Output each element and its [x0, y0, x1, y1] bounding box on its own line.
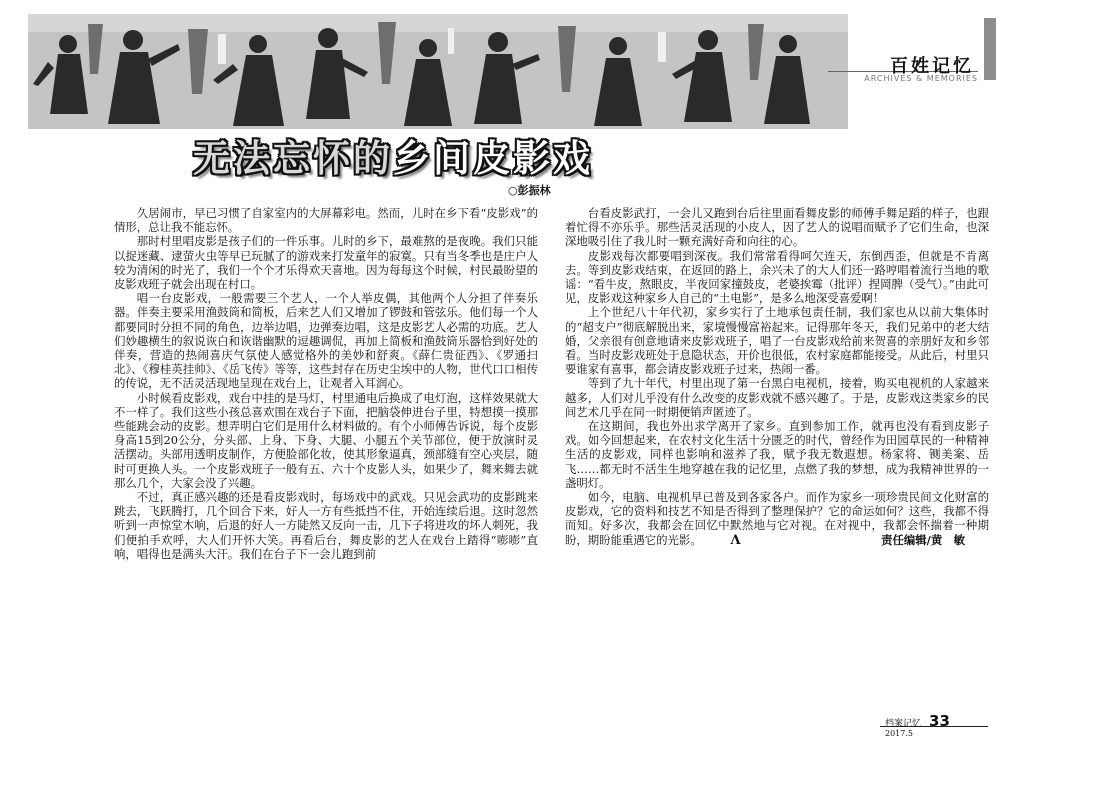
- article-title: [193, 128, 593, 182]
- author-byline: ○彭振林: [508, 184, 551, 197]
- text-column-left: [114, 206, 538, 561]
- article-title-part2: 乡间皮影戏: [393, 137, 593, 180]
- paragraph: 如今，电脑、电视机早已普及到各家各户。而作为家乡一项珍贵民间文化财富的皮影戏，它的资料和技艺不知是否得到了整理保护？它的命运如何？这些，我都不得而知。好多次，我都会在回忆中默然地与它对视。在对视中，我都会怀揣着一种期盼，期盼能重遇它的光影。: [565, 490, 989, 547]
- paragraph: 等到了九十年代，村里出现了第一台黑白电视机，接着，购买电视机的人家越来越多，人们对儿乎没有什么改变的皮影戏就不感兴趣了。于是，皮影戏这类家乡的民间艺术几乎在同一时期便销声匿迹了。: [565, 376, 989, 419]
- paragraph: 皮影戏每次都要唱到深夜。我们常常看得呵欠连天，东倒西歪，但就是不肯离去。等到皮影戏结束，在返回的路上，余兴未了的大人们还一路哼唱着流行当地的歌谣：“看牛皮，熬眼皮，半夜回家撞鼓皮，老婆挨霉（批评）捏岡脾（受气）。”由此可见，皮影戏这种家乡人自己的“土电影”，是多么地深受喜爱啊！: [565, 248, 989, 306]
- shadow-puppet-image: [28, 14, 848, 129]
- shadow-puppet-banner: [28, 14, 848, 129]
- magazine-page: [28, 14, 988, 754]
- paragraph: 台看皮影武打，一会儿又跑到台后往里面看舞皮影的师傅手舞足蹈的样子，也跟着忙得不亦乐乎。那些活灵活现的小皮人，因了艺人的说唱而赋予了它们生命，也深深地吸引住了我儿时一颗充满好奇和向往的心。: [565, 206, 989, 249]
- text-column-right: [565, 206, 989, 548]
- page-footer: [885, 712, 950, 730]
- footer-rule: [880, 726, 988, 727]
- paragraph: 上个世纪八十年代初，家乡实行了土地承包责任制，我们家也从以前大集体时的“超支户”彻底解脱出来，家境慢慢富裕起来。记得那年冬天，我们兄弟中的老大结婚，父亲很有创意地请来皮影戏班子，唱了一台皮影戏给前来贺喜的亲朋好友和乡邻看。当时皮影戏班处于息隐状态，开价也很低，农村家庭都能接受。从此后，村里只要谁家有喜事，都会请皮影戏班子过来，热闹一番。: [565, 305, 989, 377]
- editor-credit: 责任编辑/黄 敏: [881, 532, 965, 547]
- paragraph: 在这期间，我也外出求学离开了家乡。直到参加工作，就再也没有看到皮影子戏。如今回想起来，在农村文化生活十分匮乏的时代，曾经作为田园草民的一种精神生活的皮影戏，同样也影响和滋养了我，赋予我无数遐想。杨家将、铡美案、岳飞……都无时不活生生地穿越在我的记忆里，点燃了我的梦想，成为我精神世界的一盏明灯。: [565, 419, 989, 490]
- section-subtitle: ARCHIVES & MEMORIES: [864, 74, 978, 83]
- paragraph-last: [565, 490, 989, 548]
- section-title: 百姓记忆: [890, 56, 974, 77]
- paragraph: 不过，真正感兴趣的还是看皮影戏时，每场戏中的武戏。只见会武功的皮影跳来跳去，飞跃腾打，几个回合下来，好人一方有些抵挡不住，开始连续后退。这时忽然听到一声惊堂木响，后退的好人一方陡然又反向一击，几下子将进攻的坏人刺死，我们便拍手欢呼，大人们开怀大笑。再看后台，舞皮影的艺人在戏台上踏得“嘭嘭”直响，唱得也是满头大汗。我们在台子下一会儿跑到前: [114, 490, 538, 561]
- article-title-part1: 无法忘怀的: [193, 137, 393, 180]
- page-number: 33: [929, 712, 950, 730]
- issue-date: 2017.5: [885, 729, 913, 738]
- end-mark-icon: Λ: [730, 532, 741, 548]
- edge-marker: [984, 18, 996, 80]
- paragraph: 小时候看皮影戏，戏台中挂的是马灯，村里通电后换成了电灯泡，这样效果就大不一样了。我们这些小孩总喜欢围在戏台子下面，把脑袋伸进台子里，特想摸一摸那些能跳会动的皮影。想弄明白它们是用什么材料做的。有个小师傅告诉说，每个皮影身高15到20公分，分头部、上身、下身、大腿、小腿五个关节部位，便于放演时灵活摆动。头部用透明皮制作，方便脸部化妆，使其形象逼真，颈部缝有空心夹层，随时可更换人头。一个皮影戏班子一般有五、六十个皮影人头，如果少了，舞来舞去就那么几个，大家会没了兴趣。: [114, 390, 538, 490]
- paragraph: 久居闹市，早已习惯了自家室内的大屏幕彩电。然而，儿时在乡下看“皮影戏”的情形，总让我不能忘怀。: [114, 206, 538, 235]
- paragraph: 那时村里唱皮影是孩子们的一件乐事。儿时的乡下，最难熬的是夜晚。我们只能以捉迷藏、逮萤火虫等早已玩腻了的游戏来打发童年的寂寞。只有当冬季也是庄户人较为清闲的时光了，我们一个个才乐得欢天喜地。因为每每这个时候，村民最盼望的皮影戏班子就会出现在村口。: [114, 234, 538, 292]
- paragraph: 唱一台皮影戏，一般需要三个艺人，一个人举皮偶，其他两个人分担了伴奏乐器。伴奏主要采用渔鼓筒和简板，后来艺人们又增加了锣鼓和管弦乐。他们每一个人都要同时分担不同的角色，边举边唱，边弹奏边唱，这是皮影艺人必需的功底。艺人们妙趣横生的叙说诙白和诙谐幽默的逗趣调侃，再加上简板和渔鼓筒乐器恰到好处的伴奏，营造的热闹喜庆气氛使人感觉格外的美妙和舒爽。《薛仁贵征西》、《罗通扫北》、《穆桂英挂帅》、《岳飞传》等等，这些封存在历史尘埃中的人物，世代口口相传的传说，无不活灵活现地呈现在戏台上，让观者入耳润心。: [114, 291, 538, 391]
- magazine-name: 档案记忆: [885, 719, 922, 729]
